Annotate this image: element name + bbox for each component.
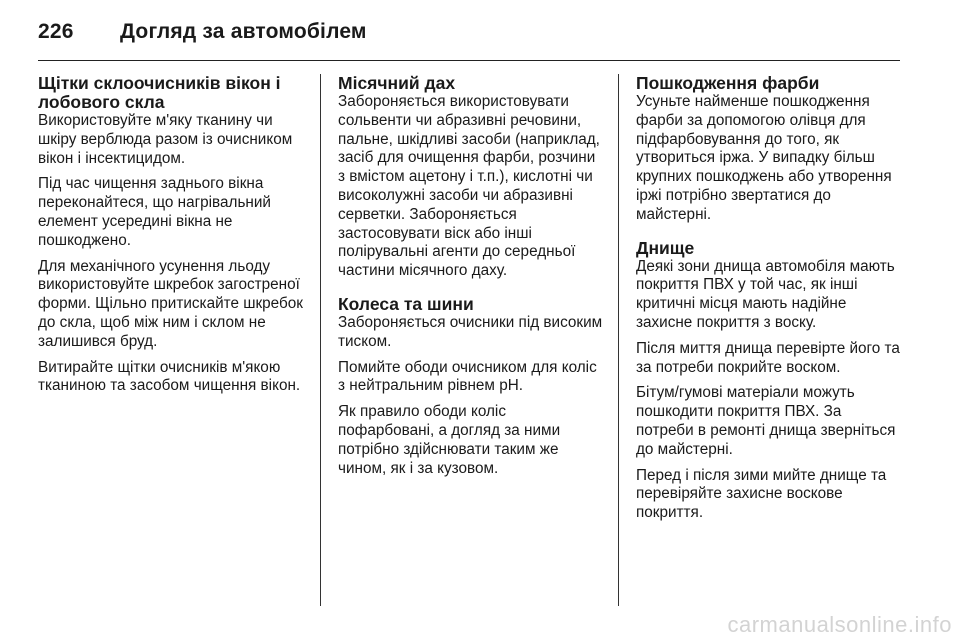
page-number: 226: [38, 20, 74, 43]
section-heading: Щітки склоочисників вікон і лобового скла: [38, 73, 281, 112]
column-divider: [320, 74, 321, 606]
section-heading: Колеса та шини: [338, 293, 474, 314]
page-header: [38, 14, 922, 50]
section-heading: Пошкодження фарби: [636, 73, 820, 93]
section-underbody: [636, 239, 902, 523]
paragraph: Після миття днища перевірте його та за потреби покрийте воском.: [636, 339, 900, 376]
paragraph: Забороняється очисники під високим тиском.: [338, 313, 603, 350]
paragraph: Помийте ободи очисником для коліс з нейтральним рівнем рН.: [338, 358, 597, 395]
column-2: [338, 74, 604, 485]
paragraph: Бітум/гумові матеріали можуть пошкодити покриття ПВХ. За потреби в ремонті днища зверніться до майстерні.: [636, 384, 896, 458]
column-3: [636, 74, 902, 530]
section-wipers: [38, 74, 304, 396]
watermark: carmanualsonline.info: [727, 612, 952, 637]
paragraph: Витирайте щітки очисників м'якою тканиною та засобом чищення вікон.: [38, 358, 301, 395]
column-divider: [618, 74, 619, 606]
section-heading: Днище: [636, 237, 695, 258]
page-title: Догляд за автомобілем: [120, 20, 367, 43]
paragraph: Для механічного усунення льоду використовуйте шкребок загостреної форми. Щільно притискайте шкребок до скла, щоб між ним і склом не залишився бруд.: [38, 257, 303, 350]
paragraph: Використовуйте м'яку тканину чи шкіру верблюда разом із очисником вікон і інсектицидом.: [38, 112, 293, 167]
paragraph: Перед і після зими мийте днище та перевіряйте захисне воскове покриття.: [636, 466, 887, 522]
paragraph: Як правило ободи коліс пофарбовані, а догляд за ними потрібно здійснювати таким же чином, як і за кузовом.: [338, 403, 561, 477]
section-heading: Місячний дах: [338, 73, 456, 93]
header-rule: [38, 60, 900, 61]
section-wheels-tyres: [338, 295, 604, 478]
paragraph: Деякі зони днища автомобіля мають покриття ПВХ у той час, як інші критичні місця мають надійне захисне покриття з воску.: [636, 257, 895, 331]
paragraph: Під час чищення заднього вікна переконайтеся, що нагрівальний елемент усередині вікна не пошкоджено.: [38, 175, 271, 249]
paragraph: Усуньте найменше пошкодження фарби за допомогою олівця для підфарбовування до того, як утвориться іржа. У випадку більш крупних пошкоджень або утворення іржі потрібно звертатися до майстерні.: [636, 93, 892, 223]
section-paint-damage: [636, 74, 902, 225]
section-sunroof: [338, 74, 604, 281]
column-1: [38, 74, 304, 403]
paragraph: Забороняється використовувати сольвенти чи абразивні речовини, пальне, шкідливі засоби (наприклад, засіб для очищення фарби, розчини з вмістом ацетону і т.п.), кислотні чи високолужні засоби чи абразивні серветки. Забороняється застосовувати віск або інші полірувальні агенти до середньої частини місячного даху.: [338, 93, 600, 280]
